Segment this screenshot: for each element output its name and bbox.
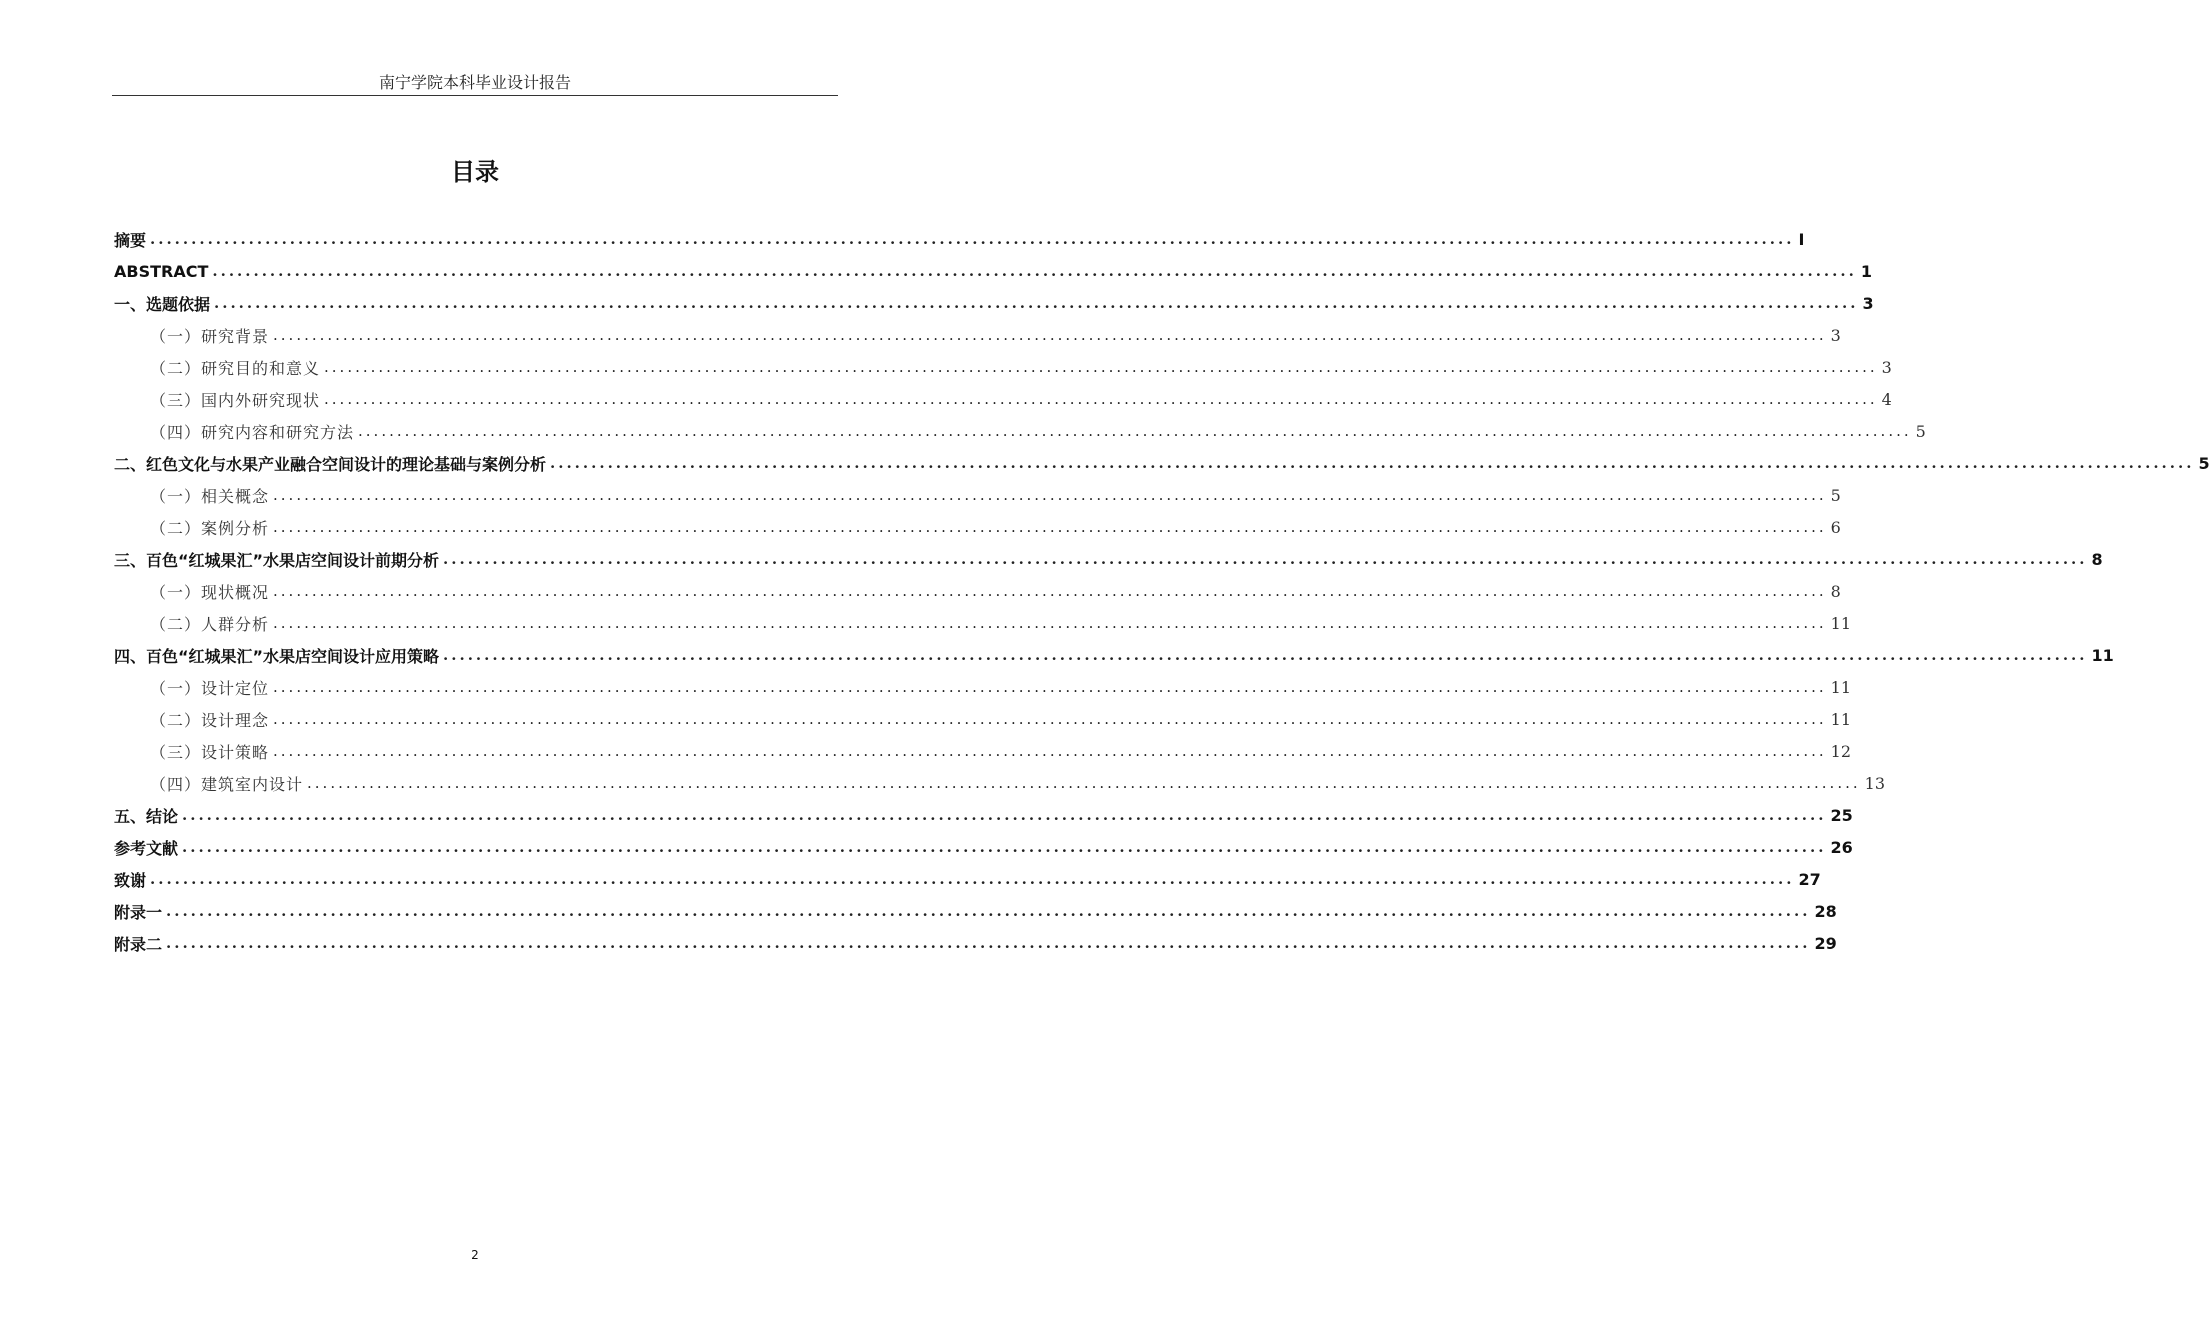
toc-dot-leader: ........................................................................................................................................................................................................ — [273, 518, 1827, 536]
toc-entry-label: （一）相关概念 — [150, 486, 270, 506]
toc-entry[interactable] — [114, 383, 1892, 415]
page-number: 2 — [471, 1248, 479, 1262]
toc-entry-page: 28 — [1814, 901, 1837, 921]
toc-dot-leader: ........................................................................................................................................................................................................ — [324, 390, 1878, 408]
toc-entry[interactable] — [114, 927, 1837, 959]
toc-entry-label: 摘要 — [114, 230, 147, 250]
toc-entry-label: 三、百色“红城果汇”水果店空间设计前期分析 — [114, 550, 440, 570]
toc-entry-label: （一）现状概况 — [150, 582, 270, 602]
toc-entry-page: 3 — [1830, 325, 1841, 345]
toc-entry-label: 四、百色“红城果汇”水果店空间设计应用策略 — [114, 646, 440, 666]
toc-dot-leader: ........................................................................................................................................................................................................ — [443, 646, 2088, 664]
header-divider — [112, 95, 838, 96]
toc-entry-page: I — [1798, 229, 1805, 249]
toc-entry-page: 27 — [1798, 869, 1821, 889]
toc-entry-label: 二、红色文化与水果产业融合空间设计的理论基础与案例分析 — [114, 454, 547, 474]
toc-entry-label: 附录一 — [114, 902, 163, 922]
toc-entry-page: 5 — [1915, 421, 1926, 441]
toc-entry-page: 11 — [1830, 709, 1851, 729]
toc-entry[interactable] — [114, 799, 1853, 831]
toc-entry-label: （四）建筑室内设计 — [150, 774, 304, 794]
toc-dot-leader: ........................................................................................................................................................................................................ — [214, 294, 1859, 312]
toc-dot-leader: ........................................................................................................................................................................................................ — [324, 358, 1878, 376]
toc-entry-page: 26 — [1830, 837, 1853, 857]
toc-entry-page: 4 — [1881, 389, 1892, 409]
toc-entry-page: 8 — [1830, 581, 1841, 601]
toc-dot-leader: ........................................................................................................................................................................................................ — [358, 422, 1912, 440]
toc-dot-leader: ........................................................................................................................................................................................................ — [150, 230, 1795, 248]
toc-entry-label: （三）国内外研究现状 — [150, 390, 321, 410]
toc-dot-leader: ........................................................................................................................................................................................................ — [150, 870, 1795, 888]
toc-entry-label: ABSTRACT — [114, 261, 209, 281]
page-header: 南宁学院本科毕业设计报告 — [378, 73, 571, 92]
toc-dot-leader: ........................................................................................................................................................................................................ — [212, 262, 1857, 280]
toc-entry-page: 1 — [1860, 261, 1872, 281]
toc-entry-label: 一、选题依据 — [114, 294, 211, 314]
toc-entry-label: （一）研究背景 — [150, 326, 270, 346]
toc-entry-page: 29 — [1814, 933, 1837, 953]
toc-dot-leader: ........................................................................................................................................................................................................ — [443, 550, 2088, 568]
toc-entry[interactable] — [114, 319, 1841, 351]
toc-entry-page: 11 — [2091, 645, 2114, 665]
toc-entry-page: 12 — [1830, 741, 1851, 761]
toc-entry-page: 6 — [1830, 517, 1841, 537]
toc-dot-leader: ........................................................................................................................................................................................................ — [273, 326, 1827, 344]
toc-entry-label: 五、结论 — [114, 806, 179, 826]
toc-entry-label: 附录二 — [114, 934, 163, 954]
toc-entry-label: （二）人群分析 — [150, 614, 270, 634]
toc-dot-leader: ........................................................................................................................................................................................................ — [182, 806, 1827, 824]
toc-entry[interactable] — [114, 703, 1851, 735]
toc-dot-leader: ........................................................................................................................................................................................................ — [550, 454, 2195, 472]
toc-entry[interactable] — [114, 575, 1841, 607]
toc-entry[interactable] — [114, 639, 2114, 671]
toc-entry[interactable] — [114, 351, 1892, 383]
toc-entry[interactable] — [114, 863, 1821, 895]
toc-entry[interactable] — [114, 607, 1851, 639]
toc-entry-label: （二）案例分析 — [150, 518, 270, 538]
toc-entry-label: （四）研究内容和研究方法 — [150, 422, 355, 442]
toc-dot-leader: ........................................................................................................................................................................................................ — [182, 838, 1827, 856]
toc-entry-label: （一）设计定位 — [150, 678, 270, 698]
toc-entry[interactable] — [114, 767, 1885, 799]
toc-dot-leader: ........................................................................................................................................................................................................ — [166, 902, 1811, 920]
toc-entry[interactable] — [114, 511, 1841, 543]
toc-entry-label: 致谢 — [114, 870, 147, 890]
toc-entry-page: 11 — [1830, 677, 1851, 697]
toc-dot-leader: ........................................................................................................................................................................................................ — [273, 678, 1827, 696]
toc-entry[interactable] — [114, 255, 1872, 287]
toc-entry[interactable] — [114, 415, 1926, 447]
toc-dot-leader: ........................................................................................................................................................................................................ — [273, 710, 1827, 728]
toc-entry-page: 13 — [1864, 773, 1885, 793]
toc-entry-page: 11 — [1830, 613, 1851, 633]
toc-entry-page: 5 — [2198, 453, 2210, 473]
toc-entry[interactable] — [114, 735, 1851, 767]
toc-dot-leader: ........................................................................................................................................................................................................ — [273, 582, 1827, 600]
toc-dot-leader: ........................................................................................................................................................................................................ — [273, 742, 1827, 760]
toc-entry[interactable] — [114, 223, 1805, 255]
toc-entry-page: 5 — [1830, 485, 1841, 505]
toc-entry[interactable] — [114, 895, 1837, 927]
toc-entry-page: 25 — [1830, 805, 1853, 825]
toc-entry[interactable] — [114, 447, 2210, 479]
table-of-contents — [114, 223, 2210, 959]
toc-entry[interactable] — [114, 543, 2103, 575]
toc-dot-leader: ........................................................................................................................................................................................................ — [273, 486, 1827, 504]
toc-entry-label: （三）设计策略 — [150, 742, 270, 762]
toc-entry-page: 3 — [1881, 357, 1892, 377]
toc-entry[interactable] — [114, 479, 1841, 511]
toc-entry-label: （二）设计理念 — [150, 710, 270, 730]
toc-dot-leader: ........................................................................................................................................................................................................ — [307, 774, 1861, 792]
toc-dot-leader: ........................................................................................................................................................................................................ — [273, 614, 1827, 632]
toc-entry-page: 8 — [2091, 549, 2103, 569]
toc-entry[interactable] — [114, 287, 1874, 319]
toc-entry-page: 3 — [1862, 293, 1874, 313]
toc-entry[interactable] — [114, 671, 1851, 703]
toc-dot-leader: ........................................................................................................................................................................................................ — [166, 934, 1811, 952]
toc-title: 目录 — [451, 158, 499, 186]
toc-entry[interactable] — [114, 831, 1853, 863]
toc-entry-label: （二）研究目的和意义 — [150, 358, 321, 378]
toc-entry-label: 参考文献 — [114, 838, 179, 858]
